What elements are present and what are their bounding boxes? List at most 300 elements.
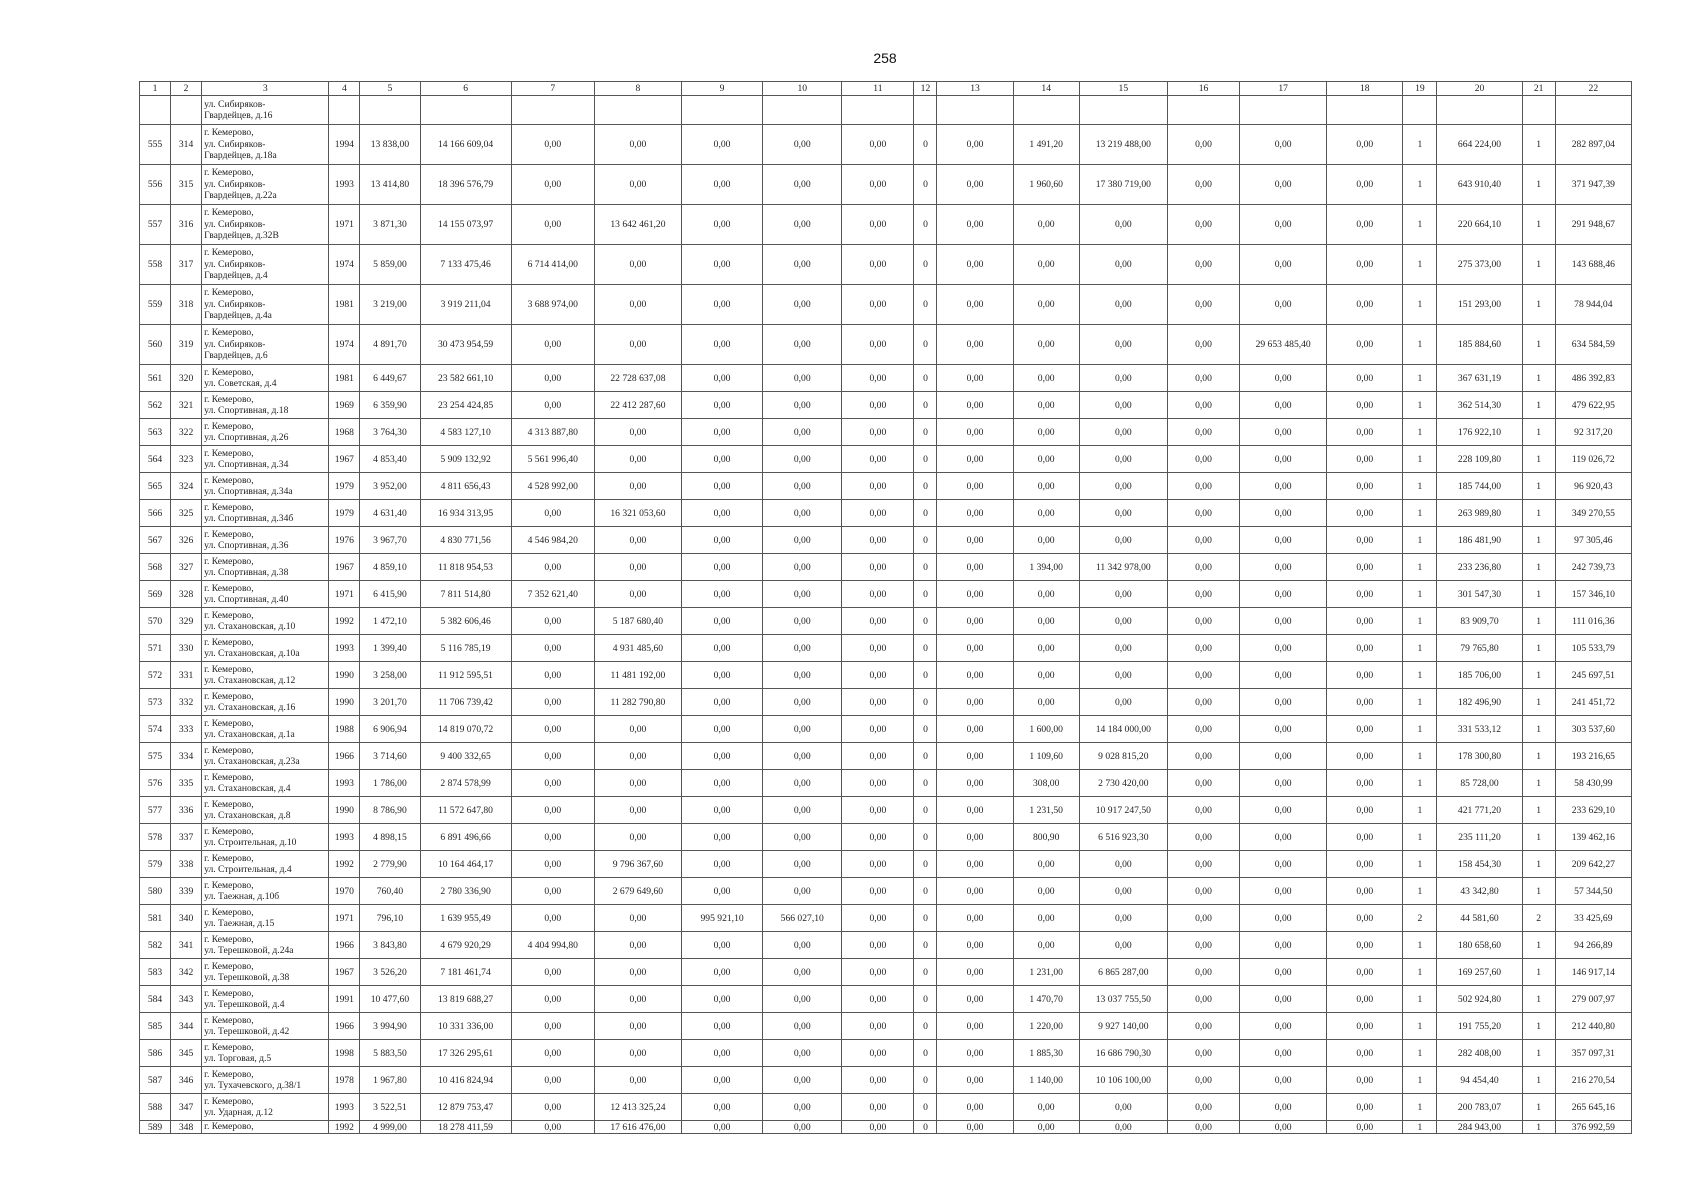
object-number: 344 (171, 1013, 202, 1040)
address-cell (202, 770, 329, 797)
table-row (140, 1040, 1632, 1067)
cost-col-13: 0,00 (937, 473, 1013, 500)
empty-cell (1167, 96, 1239, 125)
area-col-14: 0,00 (1013, 878, 1079, 905)
cost-col-9: 0,00 (682, 527, 763, 554)
cost-col-13: 0,00 (937, 986, 1013, 1013)
address-line: ул. Стахановская, д.4 (204, 783, 291, 794)
address-cell (202, 285, 329, 325)
year-built: 1971 (329, 205, 360, 245)
cost-col-10: 0,00 (763, 635, 842, 662)
year-built: 1992 (329, 608, 360, 635)
total-area: 3 526,20 (360, 959, 420, 986)
area-col-14: 1 600,00 (1013, 716, 1079, 743)
total-area: 6 359,90 (360, 392, 420, 419)
cost-col-20: 169 257,60 (1437, 959, 1522, 986)
address-line: ул. Спортивная, д.34 (204, 459, 289, 470)
total-cost: 4 811 656,43 (420, 473, 511, 500)
cost-col-11: 0,00 (842, 392, 914, 419)
address-line: г. Кемерово, (204, 906, 254, 918)
cost-col-16: 0,00 (1167, 1067, 1239, 1094)
cost-col-9: 0,00 (682, 1013, 763, 1040)
total-area: 3 258,00 (360, 662, 420, 689)
cost-col-22: 157 346,10 (1555, 581, 1631, 608)
total-area: 4 631,40 (360, 500, 420, 527)
cost-col-13: 0,00 (937, 1013, 1013, 1040)
cost-col-13: 0,00 (937, 662, 1013, 689)
cost-col-20: 233 236,80 (1437, 554, 1522, 581)
cost-col-7: 0,00 (511, 1121, 594, 1134)
cost-col-7: 5 561 996,40 (511, 446, 594, 473)
cost-col-16: 0,00 (1167, 932, 1239, 959)
cost-col-16: 0,00 (1167, 797, 1239, 824)
count-col-21: 1 (1522, 959, 1555, 986)
area-col-14: 0,00 (1013, 365, 1079, 392)
row-number: 584 (140, 986, 171, 1013)
count-col-19: 1 (1403, 986, 1437, 1013)
count-col-19: 1 (1403, 851, 1437, 878)
count-col-12: 0 (914, 1121, 937, 1134)
cost-col-18: 0,00 (1327, 125, 1403, 165)
cost-col-7: 0,00 (511, 608, 594, 635)
cost-col-17: 0,00 (1240, 245, 1327, 285)
cost-col-8: 0,00 (594, 1013, 681, 1040)
table-row (140, 1094, 1632, 1121)
row-number: 567 (140, 527, 171, 554)
address-line: ул. Стахановская, д.23а (204, 756, 300, 767)
total-cost: 11 572 647,80 (420, 797, 511, 824)
cost-col-18: 0,00 (1327, 959, 1403, 986)
empty-cell (842, 96, 914, 125)
total-area: 3 967,70 (360, 527, 420, 554)
count-col-19: 1 (1403, 797, 1437, 824)
cost-col-16: 0,00 (1167, 1013, 1239, 1040)
cost-col-16: 0,00 (1167, 635, 1239, 662)
year-built: 1976 (329, 527, 360, 554)
cost-col-9: 0,00 (682, 165, 763, 205)
column-number-22: 22 (1555, 82, 1631, 96)
cost-col-18: 0,00 (1327, 1040, 1403, 1067)
cost-col-20: 200 783,07 (1437, 1094, 1522, 1121)
total-area: 6 415,90 (360, 581, 420, 608)
cost-col-7: 0,00 (511, 392, 594, 419)
row-number: 588 (140, 1094, 171, 1121)
cost-col-20: 79 765,80 (1437, 635, 1522, 662)
cost-col-10: 0,00 (763, 1121, 842, 1134)
address-line: г. Кемерово, (204, 167, 254, 179)
total-cost: 2 780 336,90 (420, 878, 511, 905)
area-col-14: 0,00 (1013, 500, 1079, 527)
cost-col-10: 0,00 (763, 285, 842, 325)
cost-col-8: 0,00 (594, 959, 681, 986)
cost-col-16: 0,00 (1167, 419, 1239, 446)
address-line: Гвардейцев, д.32В (204, 230, 279, 242)
cost-col-11: 0,00 (842, 986, 914, 1013)
count-col-21: 1 (1522, 608, 1555, 635)
object-number: 343 (171, 986, 202, 1013)
cost-col-9: 0,00 (682, 125, 763, 165)
row-number: 557 (140, 205, 171, 245)
table-row (140, 527, 1632, 554)
cost-col-17: 0,00 (1240, 1013, 1327, 1040)
table-row (140, 905, 1632, 932)
cost-col-20: 85 728,00 (1437, 770, 1522, 797)
cost-col-20: 185 706,00 (1437, 662, 1522, 689)
address-line: ул. Стахановская, д.1а (204, 729, 295, 740)
area-col-14: 1 220,00 (1013, 1013, 1079, 1040)
total-cost: 30 473 954,59 (420, 325, 511, 365)
column-number-12: 12 (914, 82, 937, 96)
column-number-6: 6 (420, 82, 511, 96)
area-col-14: 0,00 (1013, 932, 1079, 959)
cost-col-13: 0,00 (937, 365, 1013, 392)
row-number: 568 (140, 554, 171, 581)
cost-col-22: 57 344,50 (1555, 878, 1631, 905)
total-area: 5 859,00 (360, 245, 420, 285)
cost-col-22: 193 216,65 (1555, 743, 1631, 770)
cost-col-16: 0,00 (1167, 500, 1239, 527)
cost-col-16: 0,00 (1167, 205, 1239, 245)
cost-col-20: 186 481,90 (1437, 527, 1522, 554)
cost-col-15: 2 730 420,00 (1079, 770, 1167, 797)
total-area: 4 891,70 (360, 325, 420, 365)
table-row (140, 581, 1632, 608)
cost-col-8: 12 413 325,24 (594, 1094, 681, 1121)
cost-col-9: 0,00 (682, 797, 763, 824)
cost-col-10: 0,00 (763, 1040, 842, 1067)
cost-col-10: 0,00 (763, 932, 842, 959)
empty-cell (140, 96, 171, 125)
table-row (140, 446, 1632, 473)
row-number: 560 (140, 325, 171, 365)
cost-col-16: 0,00 (1167, 689, 1239, 716)
column-number-20: 20 (1437, 82, 1522, 96)
year-built: 1993 (329, 770, 360, 797)
total-area: 796,10 (360, 905, 420, 932)
cost-col-13: 0,00 (937, 205, 1013, 245)
address-line: Гвардейцев, д.16 (204, 110, 273, 121)
cost-col-13: 0,00 (937, 608, 1013, 635)
cost-col-22: 233 629,10 (1555, 797, 1631, 824)
column-number-4: 4 (329, 82, 360, 96)
cost-col-9: 995 921,10 (682, 905, 763, 932)
cost-col-20: 284 943,00 (1437, 1121, 1522, 1134)
cost-col-11: 0,00 (842, 1067, 914, 1094)
object-number: 340 (171, 905, 202, 932)
cost-col-13: 0,00 (937, 446, 1013, 473)
cost-col-22: 242 739,73 (1555, 554, 1631, 581)
address-line: г. Кемерово, (204, 1041, 254, 1053)
total-area: 1 472,10 (360, 608, 420, 635)
cost-col-15: 0,00 (1079, 392, 1167, 419)
cost-col-10: 0,00 (763, 743, 842, 770)
cost-col-11: 0,00 (842, 905, 914, 932)
object-number: 333 (171, 716, 202, 743)
row-number: 564 (140, 446, 171, 473)
year-built: 1967 (329, 554, 360, 581)
cost-col-17: 0,00 (1240, 1040, 1327, 1067)
total-area: 4 853,40 (360, 446, 420, 473)
cost-col-16: 0,00 (1167, 392, 1239, 419)
cost-col-22: 282 897,04 (1555, 125, 1631, 165)
year-built: 1966 (329, 1013, 360, 1040)
year-built: 1979 (329, 500, 360, 527)
cost-col-22: 371 947,39 (1555, 165, 1631, 205)
cost-col-8: 0,00 (594, 581, 681, 608)
cost-col-9: 0,00 (682, 1094, 763, 1121)
address-line: Гвардейцев, д.4а (204, 310, 272, 322)
address-line: г. Кемерово, (204, 1121, 254, 1133)
empty-cell (763, 96, 842, 125)
cost-col-10: 0,00 (763, 325, 842, 365)
cost-col-18: 0,00 (1327, 392, 1403, 419)
cost-col-20: 282 408,00 (1437, 1040, 1522, 1067)
area-col-14: 1 109,60 (1013, 743, 1079, 770)
row-number: 582 (140, 932, 171, 959)
cost-col-17: 0,00 (1240, 635, 1327, 662)
cost-col-11: 0,00 (842, 500, 914, 527)
year-built: 1981 (329, 285, 360, 325)
address-line: ул. Стахановская, д.12 (204, 675, 296, 686)
row-number: 586 (140, 1040, 171, 1067)
cost-col-11: 0,00 (842, 205, 914, 245)
cost-col-7: 0,00 (511, 500, 594, 527)
cost-col-16: 0,00 (1167, 365, 1239, 392)
cost-col-8: 0,00 (594, 165, 681, 205)
cost-col-13: 0,00 (937, 1121, 1013, 1134)
count-col-21: 1 (1522, 743, 1555, 770)
row-number: 579 (140, 851, 171, 878)
empty-cell (682, 96, 763, 125)
cost-col-17: 0,00 (1240, 959, 1327, 986)
address-line: ул. Стахановская, д.10 (204, 621, 296, 632)
count-col-21: 1 (1522, 1040, 1555, 1067)
empty-cell (937, 96, 1013, 125)
total-area: 1 399,40 (360, 635, 420, 662)
table-row (140, 285, 1632, 325)
count-col-19: 1 (1403, 932, 1437, 959)
count-col-21: 1 (1522, 325, 1555, 365)
cost-col-7: 4 546 984,20 (511, 527, 594, 554)
cost-col-20: 643 910,40 (1437, 165, 1522, 205)
address-cell (202, 96, 329, 125)
cost-col-16: 0,00 (1167, 125, 1239, 165)
empty-cell (329, 96, 360, 125)
address-line: г. Кемерово, (204, 690, 254, 702)
cost-col-10: 0,00 (763, 205, 842, 245)
object-number: 334 (171, 743, 202, 770)
total-cost: 23 582 661,10 (420, 365, 511, 392)
total-area: 3 219,00 (360, 285, 420, 325)
total-area: 2 779,90 (360, 851, 420, 878)
object-number: 324 (171, 473, 202, 500)
cost-col-9: 0,00 (682, 986, 763, 1013)
address-line: ул. Спортивная, д.26 (204, 432, 289, 443)
cost-col-9: 0,00 (682, 608, 763, 635)
cost-col-15: 0,00 (1079, 1121, 1167, 1134)
cost-col-16: 0,00 (1167, 554, 1239, 581)
column-number-5: 5 (360, 82, 420, 96)
address-line: г. Кемерово, (204, 366, 254, 378)
address-cell (202, 878, 329, 905)
cost-col-8: 0,00 (594, 743, 681, 770)
cost-col-15: 0,00 (1079, 285, 1167, 325)
row-number: 589 (140, 1121, 171, 1134)
cost-col-16: 0,00 (1167, 743, 1239, 770)
cost-col-11: 0,00 (842, 743, 914, 770)
year-built: 1998 (329, 1040, 360, 1067)
cost-col-22: 357 097,31 (1555, 1040, 1631, 1067)
count-col-12: 0 (914, 689, 937, 716)
cost-col-17: 0,00 (1240, 878, 1327, 905)
address-cell (202, 662, 329, 689)
count-col-12: 0 (914, 419, 937, 446)
cost-col-20: 421 771,20 (1437, 797, 1522, 824)
total-cost: 14 155 073,97 (420, 205, 511, 245)
cost-col-10: 0,00 (763, 959, 842, 986)
cost-col-9: 0,00 (682, 932, 763, 959)
cost-col-10: 0,00 (763, 500, 842, 527)
area-col-14: 0,00 (1013, 905, 1079, 932)
cost-col-18: 0,00 (1327, 419, 1403, 446)
count-col-19: 1 (1403, 1121, 1437, 1134)
cost-col-9: 0,00 (682, 365, 763, 392)
cost-col-16: 0,00 (1167, 662, 1239, 689)
total-cost: 14 819 070,72 (420, 716, 511, 743)
cost-col-13: 0,00 (937, 527, 1013, 554)
cost-col-9: 0,00 (682, 1121, 763, 1134)
cost-col-13: 0,00 (937, 905, 1013, 932)
address-line: ул. Терешковой, д.42 (204, 1026, 290, 1037)
row-number: 574 (140, 716, 171, 743)
cost-col-18: 0,00 (1327, 986, 1403, 1013)
cost-col-18: 0,00 (1327, 1013, 1403, 1040)
cost-col-18: 0,00 (1327, 473, 1403, 500)
cost-col-7: 3 688 974,00 (511, 285, 594, 325)
total-area: 3 522,51 (360, 1094, 420, 1121)
total-cost: 9 400 332,65 (420, 743, 511, 770)
cost-col-13: 0,00 (937, 285, 1013, 325)
empty-cell (360, 96, 420, 125)
address-line: г. Кемерово, (204, 771, 254, 783)
empty-cell (1327, 96, 1403, 125)
address-cell (202, 1040, 329, 1067)
cost-col-20: 502 924,80 (1437, 986, 1522, 1013)
address-line: ул. Строительная, д.10 (204, 837, 297, 848)
row-number: 556 (140, 165, 171, 205)
cost-col-17: 0,00 (1240, 797, 1327, 824)
year-built: 1970 (329, 878, 360, 905)
cost-col-11: 0,00 (842, 446, 914, 473)
year-built: 1988 (329, 716, 360, 743)
cost-col-11: 0,00 (842, 1094, 914, 1121)
row-number: 569 (140, 581, 171, 608)
cost-col-17: 0,00 (1240, 932, 1327, 959)
row-number: 573 (140, 689, 171, 716)
cost-col-18: 0,00 (1327, 878, 1403, 905)
cost-col-17: 0,00 (1240, 851, 1327, 878)
cost-col-18: 0,00 (1327, 1067, 1403, 1094)
cost-col-9: 0,00 (682, 325, 763, 365)
cost-col-11: 0,00 (842, 635, 914, 662)
year-built: 1992 (329, 851, 360, 878)
count-col-12: 0 (914, 245, 937, 285)
area-col-14: 0,00 (1013, 285, 1079, 325)
table-row (140, 635, 1632, 662)
cost-col-9: 0,00 (682, 500, 763, 527)
row-number: 561 (140, 365, 171, 392)
cost-col-17: 0,00 (1240, 905, 1327, 932)
count-col-19: 1 (1403, 446, 1437, 473)
cost-col-9: 0,00 (682, 689, 763, 716)
cost-col-18: 0,00 (1327, 527, 1403, 554)
row-number: 572 (140, 662, 171, 689)
object-number: 326 (171, 527, 202, 554)
area-col-14: 0,00 (1013, 635, 1079, 662)
address-cell (202, 365, 329, 392)
cost-col-22: 291 948,67 (1555, 205, 1631, 245)
empty-cell (420, 96, 511, 125)
count-col-12: 0 (914, 500, 937, 527)
cost-col-8: 17 616 476,00 (594, 1121, 681, 1134)
object-number: 323 (171, 446, 202, 473)
count-col-21: 1 (1522, 716, 1555, 743)
cost-col-17: 0,00 (1240, 446, 1327, 473)
cost-col-17: 29 653 485,40 (1240, 325, 1327, 365)
cost-col-8: 2 679 649,60 (594, 878, 681, 905)
total-cost: 1 639 955,49 (420, 905, 511, 932)
year-built: 1981 (329, 365, 360, 392)
count-col-21: 1 (1522, 689, 1555, 716)
address-line: ул. Ударная, д.12 (204, 1107, 273, 1118)
address-line: ул. Строительная, д.4 (204, 864, 292, 875)
total-area: 5 883,50 (360, 1040, 420, 1067)
empty-cell (1437, 96, 1522, 125)
count-col-21: 1 (1522, 824, 1555, 851)
cost-col-15: 0,00 (1079, 1094, 1167, 1121)
count-col-19: 1 (1403, 1013, 1437, 1040)
address-line: г. Кемерово, (204, 447, 254, 459)
table-row (140, 824, 1632, 851)
total-area: 3 843,80 (360, 932, 420, 959)
cost-col-9: 0,00 (682, 392, 763, 419)
cost-col-20: 178 300,80 (1437, 743, 1522, 770)
count-col-12: 0 (914, 554, 937, 581)
total-area: 6 906,94 (360, 716, 420, 743)
cost-col-15: 13 219 488,00 (1079, 125, 1167, 165)
total-area: 1 967,80 (360, 1067, 420, 1094)
count-col-21: 1 (1522, 365, 1555, 392)
cost-col-18: 0,00 (1327, 716, 1403, 743)
cost-col-10: 0,00 (763, 527, 842, 554)
table-row (140, 392, 1632, 419)
table-row (140, 205, 1632, 245)
row-number: 575 (140, 743, 171, 770)
address-line: ул. Сибиряков- (204, 218, 266, 230)
cost-col-16: 0,00 (1167, 905, 1239, 932)
table-row (140, 851, 1632, 878)
address-line: ул. Терешковой, д.38 (204, 972, 290, 983)
cost-col-13: 0,00 (937, 325, 1013, 365)
row-number: 585 (140, 1013, 171, 1040)
cost-col-17: 0,00 (1240, 554, 1327, 581)
cost-col-16: 0,00 (1167, 1094, 1239, 1121)
count-col-12: 0 (914, 581, 937, 608)
cost-col-17: 0,00 (1240, 125, 1327, 165)
cost-col-22: 216 270,54 (1555, 1067, 1631, 1094)
cost-col-8: 13 642 461,20 (594, 205, 681, 245)
count-col-12: 0 (914, 446, 937, 473)
